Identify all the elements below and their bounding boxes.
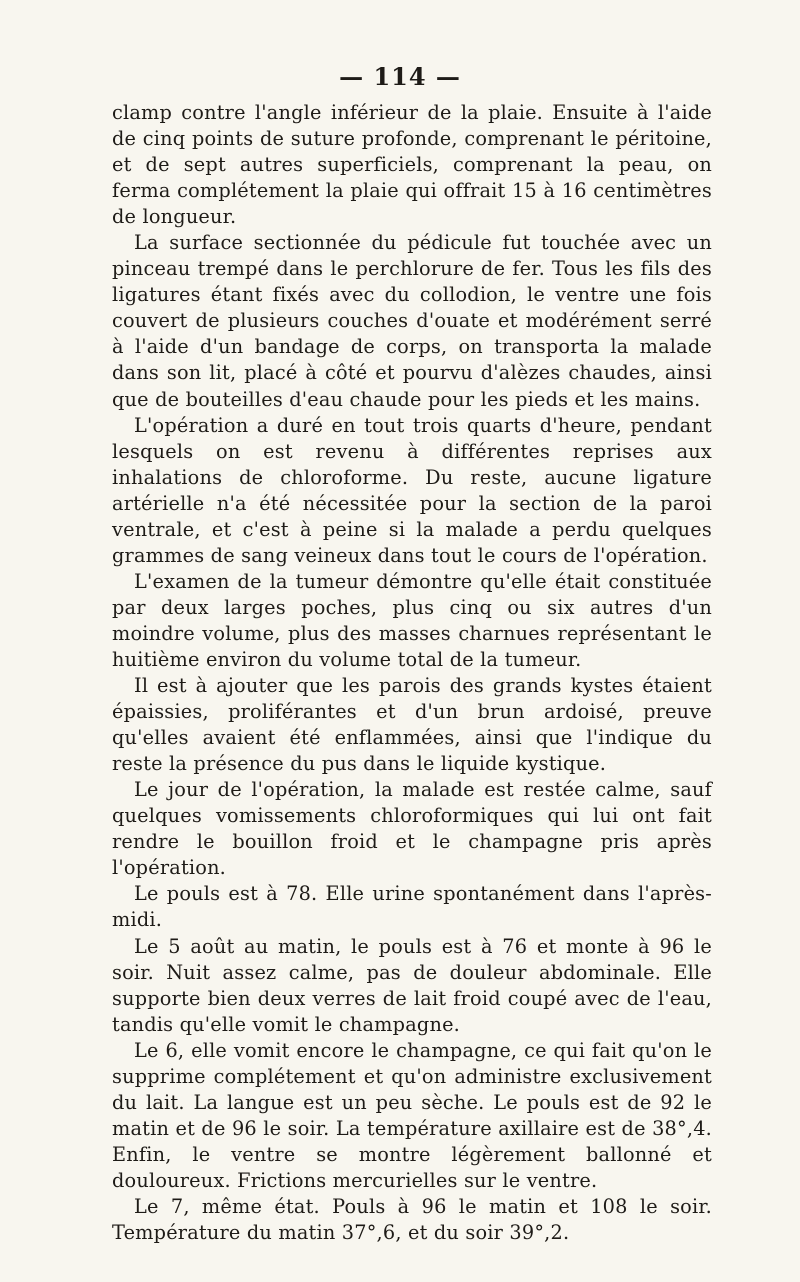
paragraph: clamp contre l'angle inférieur de la plaie. Ensuite à l'aide de cinq points de suture profonde, comprenant le péritoine, et de sept autres superficiels, comprenant la peau, on ferma complétement la plaie qui offrait 15 à 16 centimètres de longueur. <box>112 101 712 229</box>
paragraph: Il est à ajouter que les parois des grands kystes étaient épaissies, proliférantes et d'un brun ardoisé, preuve qu'elles avaient été enflammées, ainsi que l'indique du reste la présence du pus dans le liquide kystique. <box>112 674 712 776</box>
paragraph: L'examen de la tumeur démontre qu'elle était constituée par deux larges poches, plus cinq ou six autres d'un moindre volume, plus des masses charnues représentant le huitième environ du volume total de la tumeur. <box>112 569 712 671</box>
page-number-header: — 114 — <box>339 62 461 91</box>
paragraph: Le jour de l'opération, la malade est restée calme, sauf quelques vomissements chloroformiques qui lui ont fait rendre le bouillon froid et le champagne pris après l'opération. <box>112 778 712 880</box>
paragraph: La surface sectionnée du pédicule fut touchée avec un pinceau trempé dans le perchlorure de fer. Tous les fils des ligatures étant fixés avec du collodion, le ventre une fois couvert de plusieurs couches d'ouate et modérément serré à l'aide d'un bandage de corps, on transporta la malade dans son lit, placé à côté et pourvu d'alèzes chaudes, ainsi que de bouteilles d'eau chaude pour les pieds et les mains. <box>112 231 712 411</box>
paragraph: Le 7, même état. Pouls à 96 le matin et 108 le soir. Température du matin 37°,6, et du soir 39°,2. <box>112 1194 712 1245</box>
paragraph: Le 5 août au matin, le pouls est à 76 et monte à 96 le soir. Nuit assez calme, pas de douleur abdominale. Elle supporte bien deux verres de lait froid coupé avec de l'eau, tandis qu'elle vomit le champagne. <box>112 934 712 1036</box>
body-text <box>112 100 712 1246</box>
paragraph: Le pouls est à 78. Elle urine spontanément dans l'après-midi. <box>112 882 712 932</box>
paragraph: Le 6, elle vomit encore le champagne, ce qui fait qu'on le supprime complétement et qu'on administre exclusivement du lait. La langue est un peu sèche. Le pouls est de 92 le matin et de 96 le soir. La température axillaire est de 38°,4. Enfin, le ventre se montre légèrement ballonné et douloureux. Frictions mercurielles sur le ventre. <box>112 1038 712 1192</box>
paragraph: L'opération a duré en tout trois quarts d'heure, pendant lesquels on est revenu à différentes reprises aux inhalations de chloroforme. Du reste, aucune ligature artérielle n'a été nécessitée pour la section de la paroi ventrale, et c'est à peine si la malade a perdu quelques grammes de sang veineux dans tout le cours de l'opération. <box>112 413 712 567</box>
